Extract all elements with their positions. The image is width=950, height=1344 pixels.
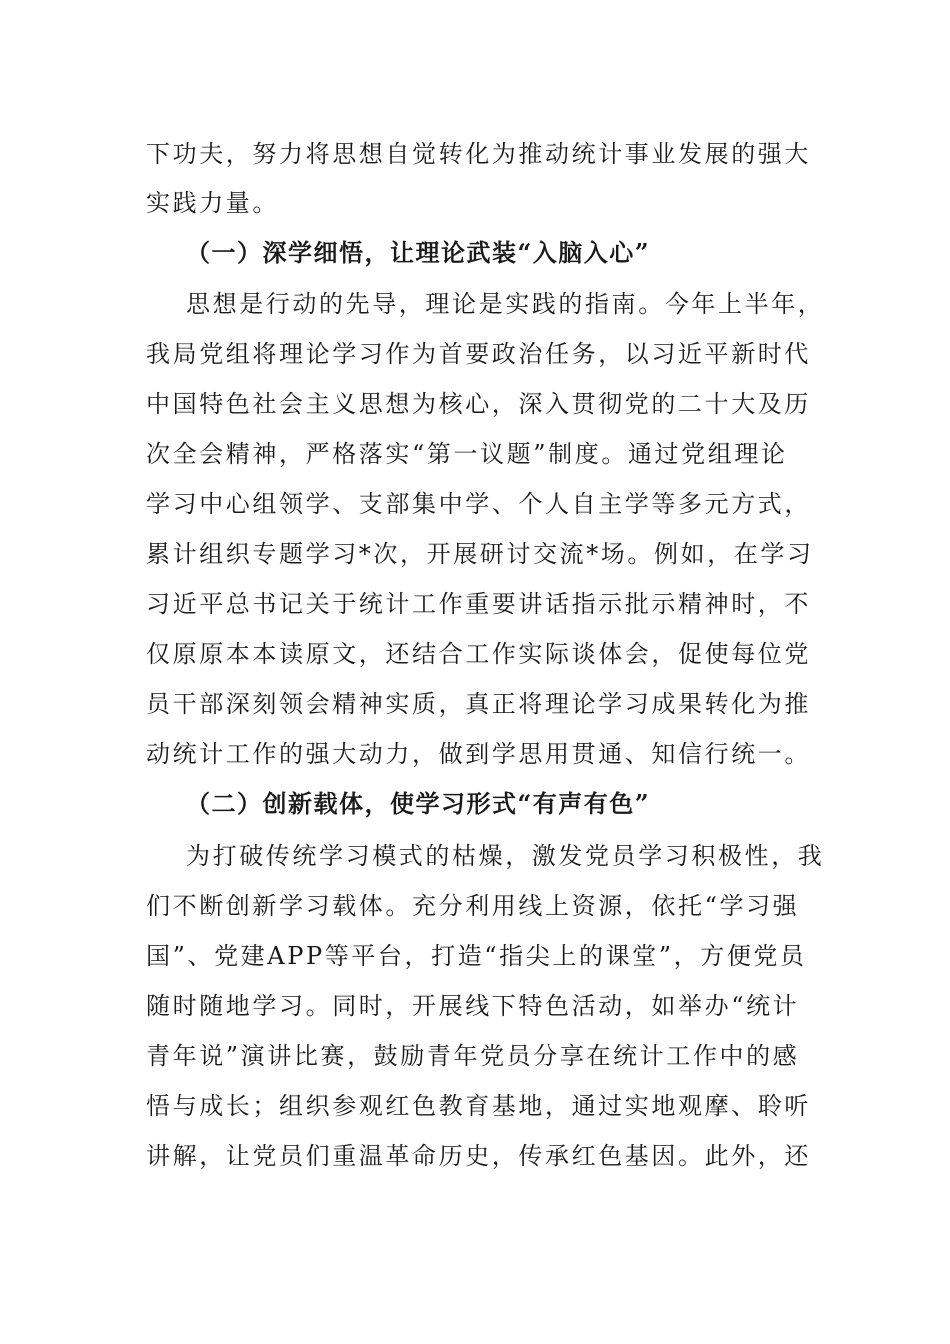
text-line: 为打破传统学习模式的枯燥，激发党员学习积极性，我 [186,842,825,870]
text-line: 学习中心组领学、支部集中学、个人自主学等多元方式， [146,490,811,518]
text-line: 次全会精神，严格落实“第一议题”制度。通过党组理论 [146,440,788,468]
text-line: 随时随地学习。同时，开展线下特色活动，如举办“统计 [146,992,800,1020]
text-line: 中国特色社会主义思想为核心，深入贯彻党的二十大及历 [146,390,811,418]
text-line: 青年说”演讲比赛，鼓励青年党员分享在统计工作中的感 [146,1042,800,1070]
text-line: 思想是行动的先导，理论是实践的指南。今年上半年， [186,290,825,318]
text-line: 讲解，让党员们重温革命历史，传承红色基因。此外，还 [146,1142,811,1170]
text-line: 员干部深刻领会精神实质，真正将理论学习成果转化为推 [146,690,811,718]
section-heading: （二）创新载体，使学习形式“有声有色” [186,789,651,818]
text-line: 累计组织专题学习*次，开展研讨交流*场。例如，在学习 [146,540,814,568]
text-line: 们不断创新学习载体。充分利用线上资源，依托“学习强 [146,892,800,920]
text-line: 动统计工作的强大动力，做到学思用贯通、知信行统一。 [146,740,811,768]
text-line: 实践力量。 [146,189,279,217]
text-line: 习近平总书记关于统计工作重要讲话指示批示精神时，不 [146,590,811,618]
text-line: 仅原原本本读原文，还结合工作实际谈体会，促使每位党 [146,640,811,668]
section-heading: （一）深学细悟，让理论武装“入脑入心” [186,238,651,267]
text-line: 我局党组将理论学习作为首要政治任务，以习近平新时代 [146,340,811,368]
text-line: 悟与成长；组织参观红色教育基地，通过实地观摩、聆听 [146,1092,811,1120]
text-line: 国”、党建APP等平台，打造“指尖上的课堂”，方便党员 [146,942,807,970]
text-line: 下功夫，努力将思想自觉转化为推动统计事业发展的强大 [146,140,811,168]
